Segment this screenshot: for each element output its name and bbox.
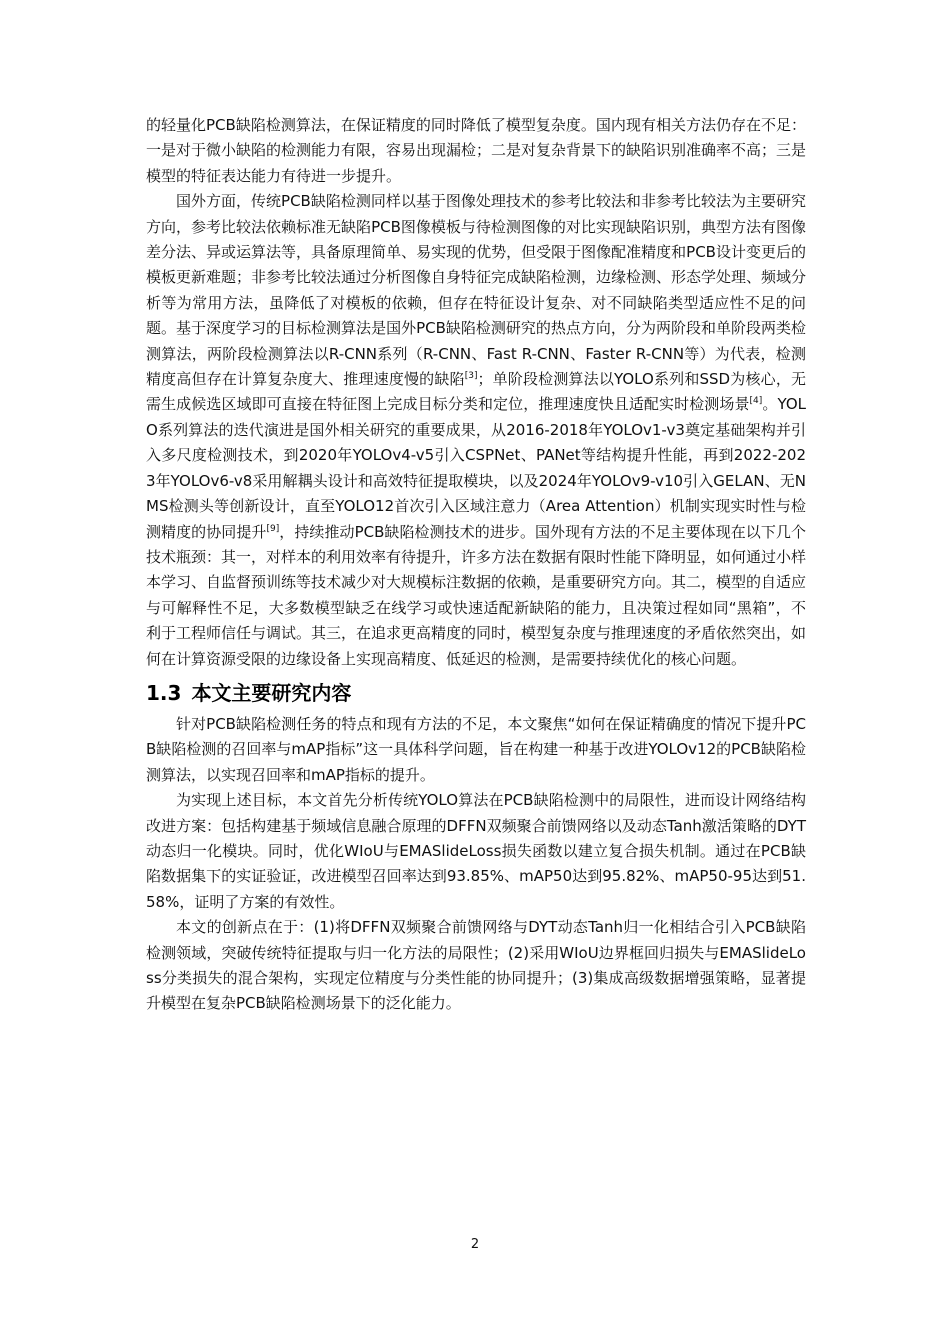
- text-segment: 针对PCB缺陷检测任务的特点和现有方法的不足，本文聚焦“如何在保证精确度的情况下提升PCB缺陷检测的召回率与mAP指标”这一具体科学问题，旨在构建一种基于改进YOLOv12的PCB缺陷检测算法，以实现召回率和mAP指标的提升。: [146, 714, 806, 784]
- text-segment: 国外方面，传统PCB缺陷检测同样以基于图像处理技术的参考比较法和非参考比较法为主要研究方向，参考比较法依赖标准无缺陷PCB图像模板与待检测图像的对比实现缺陷识别，典型方法有图像差分法、异或运算法等，具备原理简单、易实现的优势，但受限于图像配准精度和PCB设计变更后的模板更新难题；非参考比较法通过分析图像自身特征完成缺陷检测，边缘检测、形态学处理、频域分析等为常用方法，虽降低了对模板的依赖，但存在特征设计复杂、对不同缺陷类型适应性不足的问题。基于深度学习的目标检测算法是国外PCB缺陷检测研究的热点方向，分为两阶段和单阶段两类检测算法，两阶段检测算法以R-CNN系列（R-CNN、Fast R-CNN、Faster R-CNN等）为代表，检测精度高但存在计算复杂度大、推理速度慢的缺陷: [146, 192, 807, 389]
- text-segment: 为实现上述目标，本文首先分析传统YOLO算法在PCB缺陷检测中的局限性，进而设计网络结构改进方案：包括构建基于频域信息融合原理的DFFN双频聚合前馈网络以及动态Tanh激活策略的DYT动态归一化模块。同时，优化WIoU与EMASlideLoss损失函数以建立复合损失机制。通过在PCB缺陷数据集下的实证验证，改进模型召回率达到93.85%、mAP50达到95.82%、mAP50-95达到51.58%，证明了方案的有效性。: [146, 791, 806, 911]
- text-segment: ；单阶段检测算法以YOLO系列和SSD为核心，无需生成候选区域即可直接在特征图上完成目标分类和定位，推理速度快且适配实时检测场景: [146, 370, 806, 414]
- citation-marker: [9]: [266, 523, 280, 534]
- section-title: 本文主要研究内容: [191, 680, 352, 705]
- paragraph-foreign-research: [146, 189, 806, 672]
- paragraph-domestic-summary: [146, 113, 806, 189]
- citation-marker: [4]: [749, 396, 763, 407]
- paragraph-innovations: [146, 915, 806, 1017]
- citation-marker: [3]: [464, 371, 478, 382]
- paragraph-research-goal: [146, 712, 806, 788]
- text-segment: 。YOLO系列算法的迭代演进是国外相关研究的重要成果，从2016-2018年YOLOv1-v3奠定基础架构并引入多尺度检测技术，到2020年YOLOv4-v5引入CSPNet、PANet等结构提升性能，再到2022-2023年YOLOv6-v8采用解耦头设计和高效特征提取模块，以及2024年YOLOv9-v10引入GELAN、无NMS检测头等创新设计，直至YOLO12首次引入区域注意力（Area Attention）机制实现实时性与检测精度的协同提升: [146, 395, 806, 541]
- section-number: 1.3: [146, 680, 182, 705]
- section-heading: [146, 680, 806, 706]
- text-segment: ，持续推动PCB缺陷检测技术的进步。国外现有方法的不足主要体现在以下几个技术瓶颈：其一，对样本的利用效率有待提升，许多方法在数据有限时性能下降明显，如何通过小样本学习、自监督预训练等技术减少对大规模标注数据的依赖，是重要研究方向。其二，模型的自适应与可解释性不足，大多数模型缺乏在线学习或快速适配新缺陷的能力，且决策过程如同“黑箱”，不利于工程师信任与调试。其三，在追求更高精度的同时，模型复杂度与推理速度的矛盾依然突出，如何在计算资源受限的边缘设备上实现高精度、低延迟的检测，是需要持续优化的核心问题。: [146, 522, 807, 668]
- text-segment: 本文的创新点在于：(1)将DFFN双频聚合前馈网络与DYT动态Tanh归一化相结合引入PCB缺陷检测领域，突破传统特征提取与归一化方法的局限性；(2)采用WIoU边界框回归损失与EMASlideLoss分类损失的混合架构，实现定位精度与分类性能的协同提升；(3)集成高级数据增强策略，显著提升模型在复杂PCB缺陷检测场景下的泛化能力。: [146, 918, 806, 1013]
- paragraph-method-overview: [146, 788, 806, 915]
- text-segment: 的轻量化PCB缺陷检测算法，在保证精度的同时降低了模型复杂度。国内现有相关方法仍存在不足：一是对于微小缺陷的检测能力有限，容易出现漏检；二是对复杂背景下的缺陷识别准确率不高；三是模型的特征表达能力有待进一步提升。: [146, 116, 807, 185]
- page-number: 2: [470, 1237, 480, 1252]
- page-content: [146, 113, 806, 1017]
